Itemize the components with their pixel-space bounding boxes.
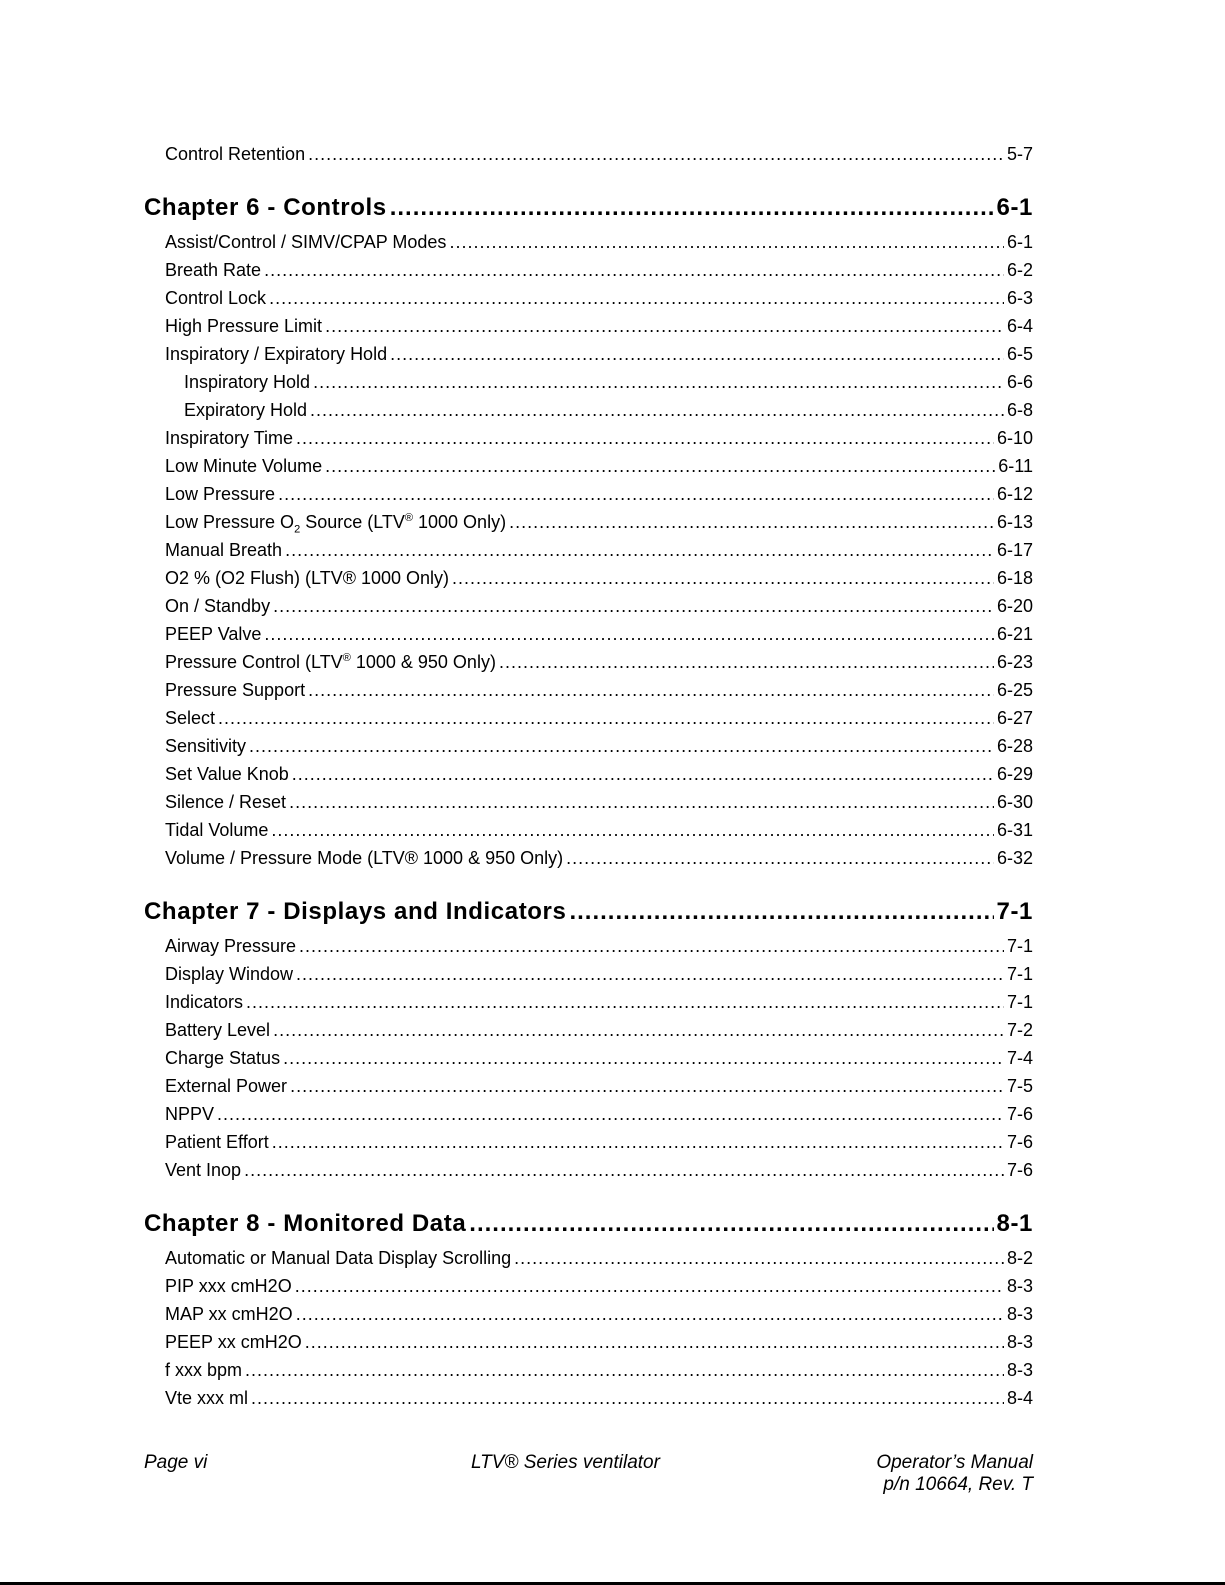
toc-page-number: 8-4 xyxy=(1006,1388,1033,1408)
toc-page-number: 6-6 xyxy=(1006,372,1033,392)
toc-label: Low Minute Volume xyxy=(165,456,323,476)
toc-leader-dots xyxy=(296,1302,1004,1326)
toc-page-number: 7-5 xyxy=(1006,1076,1033,1096)
toc-leader-dots xyxy=(273,594,994,618)
toc-page-number: 7-6 xyxy=(1006,1104,1033,1124)
toc-leader-dots xyxy=(325,314,1004,338)
toc-entry[interactable] xyxy=(165,1018,1033,1042)
toc-label: Control Retention xyxy=(165,144,306,164)
toc-page-number: 7-1 xyxy=(1006,992,1033,1012)
toc-page-number: 6-21 xyxy=(996,624,1033,644)
toc-leader-dots xyxy=(310,398,1004,422)
toc-page-number: 6-27 xyxy=(996,708,1033,728)
toc-label: Automatic or Manual Data Display Scrolling xyxy=(165,1248,512,1268)
toc-leader-dots xyxy=(566,846,994,870)
toc-leader-dots xyxy=(308,678,994,702)
toc-entry[interactable] xyxy=(165,962,1033,986)
toc-entry[interactable] xyxy=(165,258,1033,282)
toc-label: Chapter 7 - Displays and Indicators xyxy=(144,898,567,925)
toc-entry[interactable] xyxy=(165,1302,1033,1326)
toc-entry[interactable] xyxy=(165,230,1033,254)
toc-label: Control Lock xyxy=(165,288,267,308)
toc-page-number: 6-20 xyxy=(996,596,1033,616)
toc-leader-dots xyxy=(264,622,994,646)
toc-page-number: 6-25 xyxy=(996,680,1033,700)
toc-entry[interactable] xyxy=(165,622,1033,646)
toc-entry[interactable] xyxy=(165,510,1033,534)
toc-label: Chapter 6 - Controls xyxy=(144,194,387,221)
toc-page-number: 6-1 xyxy=(996,194,1033,221)
toc-entry[interactable] xyxy=(165,818,1033,842)
toc-leader-dots xyxy=(313,370,1004,394)
toc-page-number: 6-2 xyxy=(1006,260,1033,280)
footer-part-number: p/n 10664, Rev. T xyxy=(883,1474,1033,1495)
toc-chapter-heading[interactable] xyxy=(144,192,1033,224)
toc-page-number: 6-29 xyxy=(996,764,1033,784)
toc-page-number: 6-8 xyxy=(1006,400,1033,420)
toc-label: MAP xx cmH2O xyxy=(165,1304,293,1324)
toc-page-number: 6-12 xyxy=(996,484,1033,504)
toc-entry[interactable] xyxy=(165,482,1033,506)
toc-entry[interactable] xyxy=(184,370,1033,394)
toc-label: PEEP Valve xyxy=(165,624,262,644)
toc-leader-dots xyxy=(295,1274,1004,1298)
toc-leader-dots xyxy=(514,1246,1004,1270)
footer-product-name: LTV® Series ventilator xyxy=(471,1452,660,1473)
toc-entry[interactable] xyxy=(165,1102,1033,1126)
toc-label: Volume / Pressure Mode (LTV® 1000 & 950 Only) xyxy=(165,848,564,868)
toc-page-number: 6-28 xyxy=(996,736,1033,756)
toc-label: On / Standby xyxy=(165,596,271,616)
toc-page-number: 7-1 xyxy=(996,898,1033,925)
toc-leader-dots xyxy=(305,1330,1004,1354)
toc-label: Airway Pressure xyxy=(165,936,297,956)
toc-entry[interactable] xyxy=(165,454,1033,478)
toc-leader-dots xyxy=(272,1130,1004,1154)
toc-leader-dots xyxy=(292,762,994,786)
toc-page-number: 6-1 xyxy=(1006,232,1033,252)
toc-page-number: 6-4 xyxy=(1006,316,1033,336)
toc-page-number: 6-17 xyxy=(996,540,1033,560)
toc-label: Vte xxx ml xyxy=(165,1388,249,1408)
toc-label: PEEP xx cmH2O xyxy=(165,1332,302,1352)
toc-entry[interactable] xyxy=(165,650,1033,674)
toc-page-number: 6-5 xyxy=(1006,344,1033,364)
toc-leader-dots xyxy=(452,566,994,590)
toc-entry[interactable] xyxy=(165,1074,1033,1098)
toc-label: Patient Effort xyxy=(165,1132,269,1152)
toc-entry[interactable] xyxy=(165,566,1033,590)
toc-label: Pressure Support xyxy=(165,680,306,700)
toc-label: Inspiratory Hold xyxy=(184,372,311,392)
toc-leader-dots xyxy=(285,538,994,562)
toc-page-number: 8-3 xyxy=(1006,1304,1033,1324)
toc-entry[interactable] xyxy=(165,1358,1033,1382)
toc-label: Expiratory Hold xyxy=(184,400,308,420)
toc-entry[interactable] xyxy=(165,1330,1033,1354)
toc-entry[interactable] xyxy=(165,790,1033,814)
toc-label: External Power xyxy=(165,1076,288,1096)
toc-label: Set Value Knob xyxy=(165,764,289,784)
toc-leader-dots xyxy=(264,258,1004,282)
toc-leader-dots xyxy=(390,192,994,224)
toc-label: Battery Level xyxy=(165,1020,271,1040)
toc-page-number: 6-10 xyxy=(996,428,1033,448)
toc-page-number: 7-2 xyxy=(1006,1020,1033,1040)
toc-label: Vent Inop xyxy=(165,1160,242,1180)
toc-entry[interactable] xyxy=(165,342,1033,366)
toc-leader-dots xyxy=(308,142,1004,166)
toc-entry[interactable] xyxy=(165,1046,1033,1070)
toc-leader-dots xyxy=(217,1102,1004,1126)
footer-manual-info xyxy=(876,1452,1033,1496)
toc-entry[interactable] xyxy=(165,1130,1033,1154)
toc-leader-dots xyxy=(218,706,994,730)
toc-label: Pressure Control (LTV® 1000 & 950 Only) xyxy=(165,652,496,672)
toc-entry[interactable] xyxy=(165,678,1033,702)
toc-leader-dots xyxy=(390,342,1004,366)
toc-label: Sensitivity xyxy=(165,736,247,756)
toc-leader-dots xyxy=(246,990,1004,1014)
toc-entry[interactable] xyxy=(165,594,1033,618)
toc-leader-dots xyxy=(449,230,1004,254)
toc-label: O2 % (O2 Flush) (LTV® 1000 Only) xyxy=(165,568,450,588)
toc-entry[interactable] xyxy=(165,1386,1033,1410)
toc-leader-dots xyxy=(290,1074,1004,1098)
toc-label: Charge Status xyxy=(165,1048,281,1068)
toc-label: Silence / Reset xyxy=(165,792,287,812)
toc-leader-dots xyxy=(273,1018,1004,1042)
toc-label: NPPV xyxy=(165,1104,215,1124)
toc-entry[interactable] xyxy=(165,1158,1033,1182)
toc-leader-dots xyxy=(469,1208,993,1240)
toc-entry[interactable] xyxy=(165,1274,1033,1298)
toc-entry[interactable] xyxy=(165,990,1033,1014)
toc-page-number: 7-6 xyxy=(1006,1160,1033,1180)
toc-leader-dots xyxy=(251,1386,1004,1410)
toc-label: Chapter 8 - Monitored Data xyxy=(144,1210,467,1237)
toc-label: Display Window xyxy=(165,964,294,984)
toc-entry[interactable] xyxy=(165,846,1033,870)
toc-page-number: 7-1 xyxy=(1006,936,1033,956)
toc-entry[interactable] xyxy=(184,398,1033,422)
toc-page-number: 6-18 xyxy=(996,568,1033,588)
toc-leader-dots xyxy=(269,286,1004,310)
toc-label: Select xyxy=(165,708,216,728)
toc-entry[interactable] xyxy=(165,1246,1033,1270)
toc-label: Indicators xyxy=(165,992,244,1012)
toc-entry[interactable] xyxy=(165,286,1033,310)
toc-label: Assist/Control / SIMV/CPAP Modes xyxy=(165,232,447,252)
toc-leader-dots xyxy=(271,818,994,842)
toc-leader-dots xyxy=(244,1158,1004,1182)
toc-label: Inspiratory Time xyxy=(165,428,294,448)
toc-leader-dots xyxy=(296,426,994,450)
toc-leader-dots xyxy=(249,734,994,758)
toc-page-number: 8-2 xyxy=(1006,1248,1033,1268)
toc-page-number: 6-11 xyxy=(998,456,1033,476)
toc-entry[interactable] xyxy=(165,734,1033,758)
toc-leader-dots xyxy=(569,896,993,928)
toc-page-number: 6-30 xyxy=(996,792,1033,812)
toc-label: Inspiratory / Expiratory Hold xyxy=(165,344,388,364)
toc-chapter-heading[interactable] xyxy=(144,1208,1033,1240)
toc-label: Tidal Volume xyxy=(165,820,269,840)
toc-label: Breath Rate xyxy=(165,260,262,280)
toc-leader-dots xyxy=(245,1358,1004,1382)
toc-entry[interactable] xyxy=(165,706,1033,730)
toc-label: f xxx bpm xyxy=(165,1360,243,1380)
toc-label: High Pressure Limit xyxy=(165,316,323,336)
footer-page-number: Page vi xyxy=(144,1452,208,1473)
toc-page-number: 8-1 xyxy=(996,1210,1033,1237)
toc-entry[interactable] xyxy=(165,142,1033,166)
footer-manual-title: Operator’s Manual xyxy=(876,1452,1033,1473)
toc-leader-dots xyxy=(299,934,1004,958)
toc-leader-dots xyxy=(325,454,995,478)
toc-leader-dots xyxy=(499,650,994,674)
toc-page-number: 8-3 xyxy=(1006,1332,1033,1352)
toc-label: Manual Breath xyxy=(165,540,283,560)
toc-page-number: 6-23 xyxy=(996,652,1033,672)
toc-page-number: 7-4 xyxy=(1006,1048,1033,1068)
toc-page-number: 8-3 xyxy=(1006,1360,1033,1380)
toc-entry[interactable] xyxy=(165,538,1033,562)
toc-page-number: 8-3 xyxy=(1006,1276,1033,1296)
toc-leader-dots xyxy=(278,482,994,506)
toc-page-number: 5-7 xyxy=(1006,144,1033,164)
toc-page-number: 6-32 xyxy=(996,848,1033,868)
toc-page-number: 6-31 xyxy=(996,820,1033,840)
toc-entry[interactable] xyxy=(165,314,1033,338)
toc-label: PIP xxx cmH2O xyxy=(165,1276,292,1296)
toc-entry[interactable] xyxy=(165,934,1033,958)
toc-entry[interactable] xyxy=(165,426,1033,450)
toc-page-number: 7-6 xyxy=(1006,1132,1033,1152)
toc-label: Low Pressure xyxy=(165,484,276,504)
toc-leader-dots xyxy=(289,790,994,814)
toc-leader-dots xyxy=(509,510,994,534)
toc-label: Low Pressure $O_2$ Source (LTV® 1000 Only) xyxy=(165,512,507,534)
toc-page-number: 7-1 xyxy=(1006,964,1033,984)
toc-leader-dots xyxy=(283,1046,1004,1070)
toc-page-number: 6-13 xyxy=(996,512,1033,532)
toc-entry[interactable] xyxy=(165,762,1033,786)
toc-chapter-heading[interactable] xyxy=(144,896,1033,928)
toc-leader-dots xyxy=(296,962,1004,986)
toc-page-number: 6-3 xyxy=(1006,288,1033,308)
